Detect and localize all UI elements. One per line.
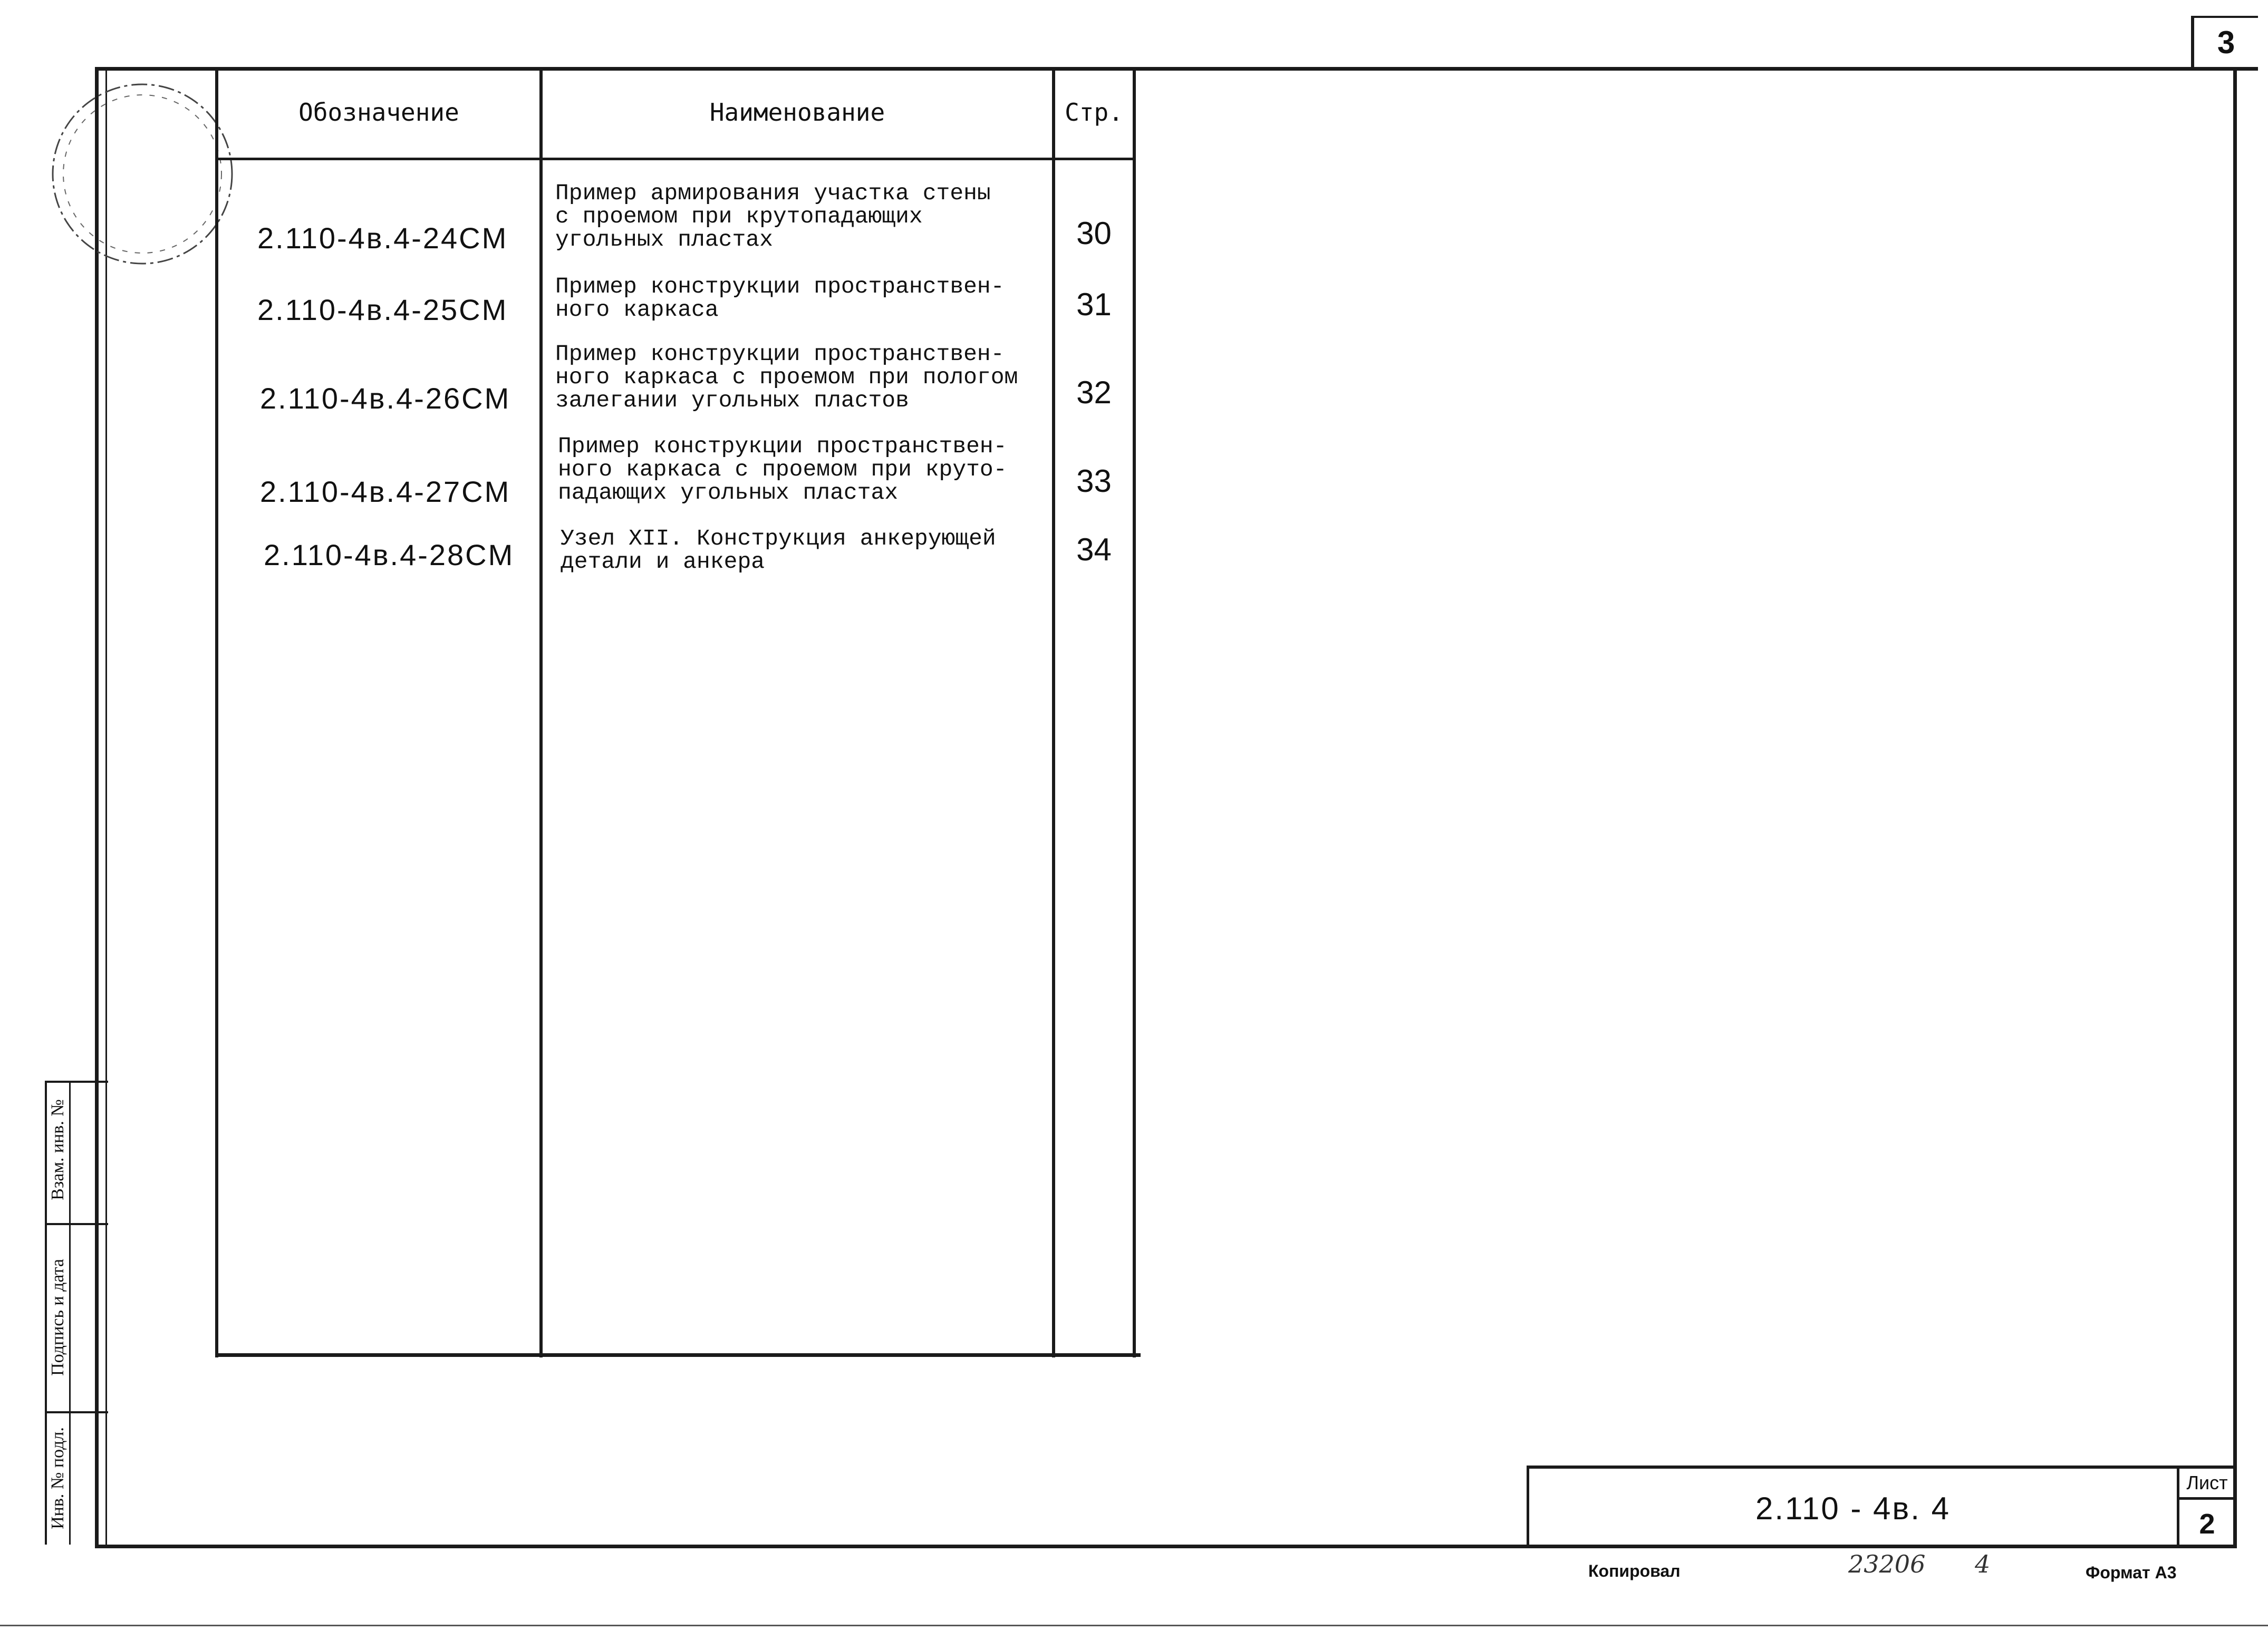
side-stamp-vzam: Взам. инв. №: [48, 1099, 67, 1200]
header-designation: Обозначение: [298, 98, 459, 127]
row-page: 34: [1076, 531, 1112, 567]
row-description-line: Пример конструкции пространствен-: [555, 341, 1005, 367]
side-stamp: [45, 1081, 108, 1545]
row-description-line: угольных пластах: [555, 227, 773, 253]
row-description-line: Пример армирования участка стены: [555, 180, 991, 206]
sheet-bottom-edge: [0, 1625, 2268, 1626]
title-block: [1527, 1466, 2237, 1548]
row-code: 2.110-4в.4-28CM: [264, 538, 515, 571]
row-page: 33: [1076, 463, 1112, 499]
row-description-line: ного каркаса: [555, 297, 719, 323]
row-description-line: детали и анкера: [561, 549, 765, 575]
row-code: 2.110-4в.4-27CM: [260, 475, 511, 508]
row-description-line: ного каркаса с проемом при круто-: [558, 457, 1007, 482]
side-stamp-inv: Инв. № подл.: [48, 1427, 67, 1529]
row-description: [555, 182, 991, 251]
side-stamp-line: [45, 1081, 47, 1545]
row-description-line: с проемом при крутопадающих: [555, 203, 923, 229]
row-page: 31: [1076, 286, 1112, 322]
row-description-line: ного каркаса с проемом при пологом: [555, 364, 1018, 390]
table-header-line: [215, 158, 1136, 160]
title-block-sheet-label: Лист: [2186, 1472, 2228, 1493]
contents-table: [215, 67, 1141, 1357]
row-code: 2.110-4в.4-25CM: [257, 293, 508, 326]
side-stamp-podpis: Подпись и дата: [48, 1259, 67, 1376]
table-bottom-line: [215, 1353, 1141, 1357]
row-code: 2.110-4в.4-26CM: [260, 382, 511, 415]
row-description-line: залегании угольных пластов: [555, 387, 909, 413]
side-stamp-line: [69, 1081, 71, 1545]
header-page: Стр.: [1065, 98, 1123, 127]
title-block-sheet-number: 2: [2199, 1508, 2215, 1540]
table-col-line-4: [1133, 67, 1136, 1357]
row-page: 30: [1076, 215, 1112, 251]
top-page-number: 3: [2217, 25, 2235, 60]
row-description: [558, 435, 1007, 504]
footer-number: 23206: [1848, 1550, 1926, 1578]
title-block-designation: 2.110 - 4в. 4: [1755, 1491, 1951, 1526]
row-page: 32: [1076, 374, 1112, 410]
frame-right-line: [2233, 67, 2237, 1548]
row-description-line: Узел XII. Конструкция анкерующей: [561, 526, 996, 551]
row-description-line: падающих угольных пластах: [558, 480, 899, 506]
footer-number-suffix: 4: [1975, 1550, 1991, 1578]
table-col-line-1: [215, 67, 218, 1357]
footer-format-label: Формат А3: [2086, 1563, 2177, 1582]
table-col-line-3: [1052, 67, 1055, 1357]
stamp-seal-icon: [21, 58, 243, 279]
footer-copied-label: Копировал: [1588, 1561, 1681, 1580]
table-col-line-2: [539, 67, 543, 1357]
row-description: [555, 343, 1018, 412]
row-code: 2.110-4в.4-24CM: [257, 221, 508, 255]
row-description: [561, 527, 996, 574]
header-name: Наименование: [709, 98, 885, 127]
row-description: [555, 275, 1005, 322]
row-description-line: Пример конструкции пространствен-: [558, 433, 1007, 459]
row-description-line: Пример конструкции пространствен-: [555, 274, 1005, 299]
